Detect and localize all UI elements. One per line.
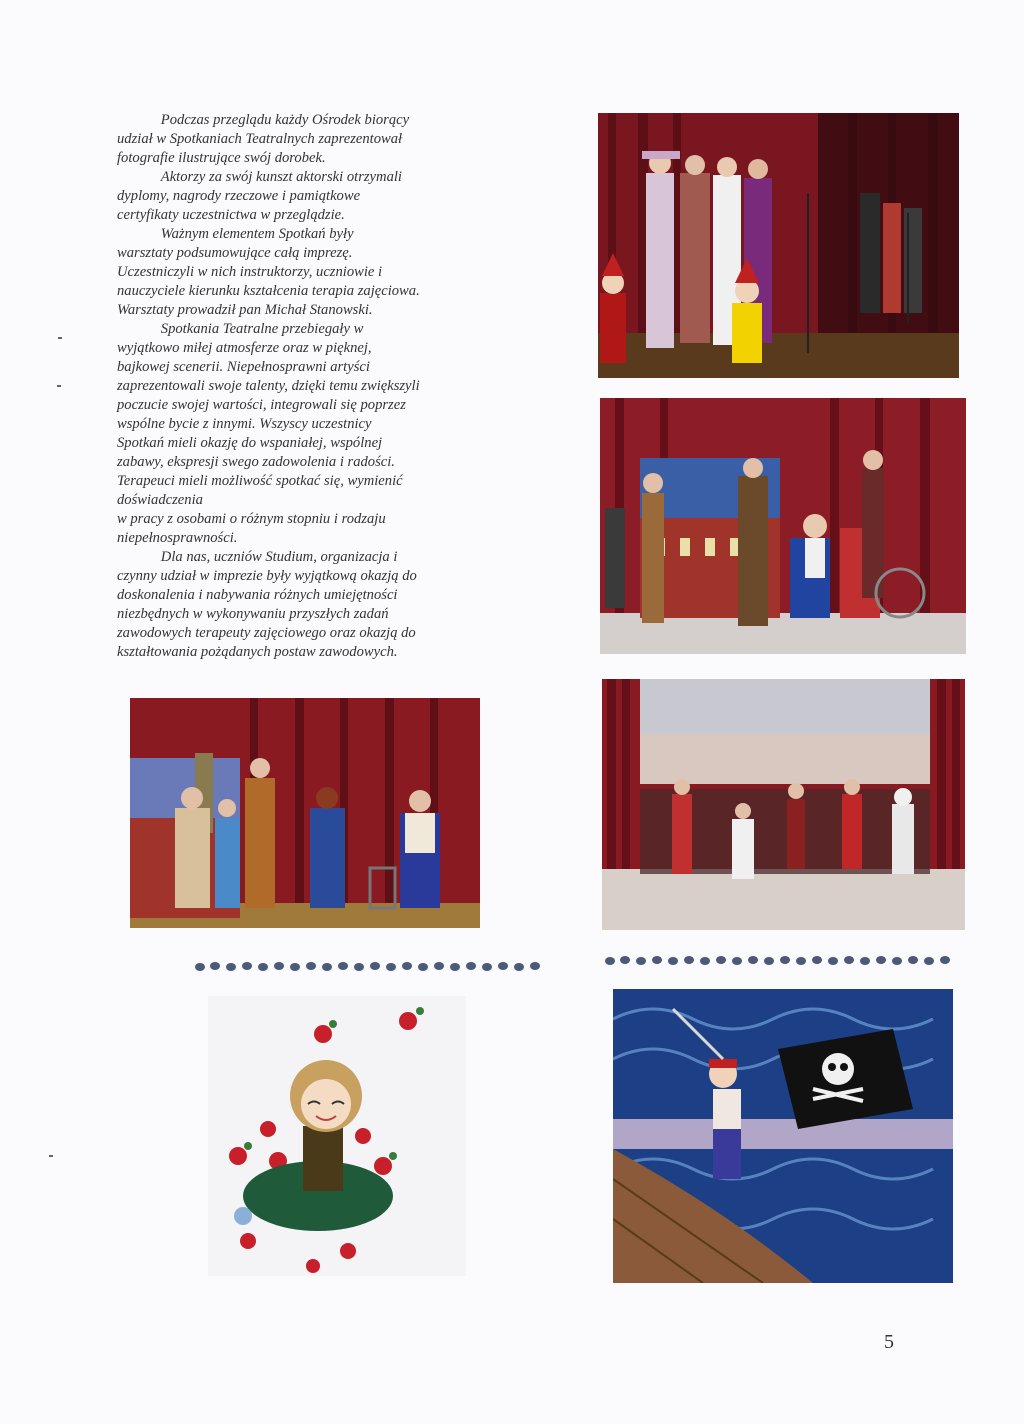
paragraph-students: Dla nas, uczniów Studium, organizacja i czynny udział w imprezie były wyjątkową okazją do doskonalenia i nabywania różnych umiejętności niezbędnych w wykonywaniu przyszłych zadań zawodowych terapeuty zajęciowego oraz okazją do kształtowania pożądanych postaw zawodowych. xyxy=(117,549,417,660)
illustration-girl-with-apples xyxy=(208,996,466,1276)
scan-mark xyxy=(58,337,62,339)
photo-stage-performance-1 xyxy=(598,113,959,378)
illustration-pirate xyxy=(613,989,953,1283)
scan-mark xyxy=(49,1155,53,1157)
photo-stage-performance-3 xyxy=(130,698,480,928)
page-number: 5 xyxy=(884,1331,894,1353)
paragraph-atmosphere: Spotkania Teatralne przebiegały w wyjątkowo miłej atmosferze oraz w pięknej, bajkowej scenerii. Niepełnosprawni artyści zaprezentowali swoje talenty, dzięki temu zwiększyli poczucie swojej wartości, integrowali się poprzez wspólne bycie z innymi. Wszyscy uczestnicy Spotkań mieli okazję do wspaniałej, wspólnej zabawy, ekspresji swego zadowolenia i radości. Terapeuci mieli możliwość spotkać się, wymienić doświadczenia w pracy z osobami o różnym stopniu i rodzaju niepełnosprawności. xyxy=(117,321,420,546)
paragraph-workshops: Ważnym elementem Spotkań były warsztaty podsumowujące całą imprezę. Uczestniczyli w nich instruktorzy, uczniowie i nauczyciele kierunku kształcenia terapia zajęciowa. Warsztaty prowadził pan Michał Stanowski. xyxy=(117,226,420,318)
article-text xyxy=(117,111,487,662)
photo-stage-performance-2 xyxy=(600,398,966,654)
scan-mark xyxy=(57,385,61,387)
photo-group xyxy=(602,679,965,930)
paragraph-awards: Aktorzy za swój kunszt aktorski otrzymali dyplomy, nagrody rzeczowe i pamiątkowe certyfikaty uczestnictwa w przeglądzie. xyxy=(117,169,402,223)
bead-divider-right xyxy=(605,953,955,967)
bead-divider-left xyxy=(195,959,545,973)
paragraph-intro: Podczas przeglądu każdy Ośrodek biorący udział w Spotkaniach Teatralnych zaprezentował fotografie ilustrujące swój dorobek. xyxy=(117,112,410,166)
